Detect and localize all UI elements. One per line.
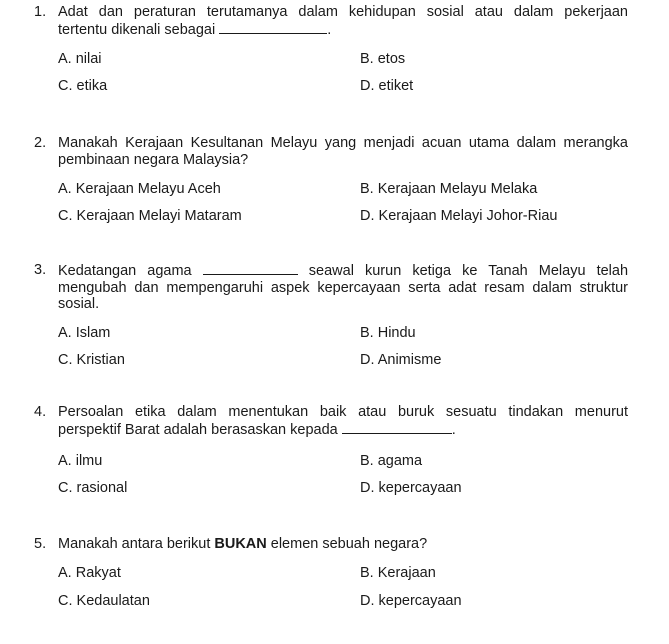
question-line: Persoalan etika dalam menentukan baik atau buruk sesuatu tindakan menurut [58,404,628,420]
option-c[interactable]: C. rasional [58,480,128,496]
option-d[interactable]: D. Animisme [360,352,442,368]
question-line [58,421,628,439]
option-d[interactable]: D. Kerajaan Melayi Johor-Riau [360,208,558,224]
question-text-part: . [451,421,456,438]
option-a[interactable]: A. Rakyat [58,565,121,581]
question-text-part: Kedatangan agama [58,263,192,279]
option-c[interactable]: C. Kerajaan Melayi Mataram [58,208,242,224]
question-text-part: tertentu dikenali sebagai [58,21,216,38]
emphasis-word: BUKAN [214,536,267,552]
option-b[interactable]: B. Hindu [360,325,416,341]
question-line [58,536,628,553]
question-line [58,21,628,39]
question-text-part: Manakah antara berikut [58,536,211,552]
option-d[interactable]: D. kepercayaan [360,593,462,609]
option-a[interactable]: A. Islam [58,325,111,341]
question-number: 3. [34,262,47,278]
question-line: sosial. [58,296,100,312]
question-number: 5. [34,536,47,552]
question-text [58,262,628,313]
option-b[interactable]: B. Kerajaan [360,565,436,581]
option-a[interactable]: A. Kerajaan Melayu Aceh [58,181,221,197]
option-c[interactable]: C. etika [58,78,108,94]
question-number: 2. [34,135,47,151]
question-line: Manakah Kerajaan Kesultanan Melayu yang menjadi acuan utama dalam merangka [58,135,628,151]
option-b[interactable]: B. agama [360,453,423,469]
option-d[interactable]: D. kepercayaan [360,480,462,496]
question-number: 4. [34,404,47,420]
answer-blank [219,21,327,34]
option-b[interactable]: B. Kerajaan Melayu Melaka [360,181,538,197]
question-text [58,4,628,38]
question-text [58,536,628,553]
question-line [58,262,628,280]
option-b[interactable]: B. etos [360,51,406,67]
option-a[interactable]: A. nilai [58,51,102,67]
option-d[interactable]: D. etiket [360,78,414,94]
option-a[interactable]: A. ilmu [58,453,103,469]
question-number: 1. [34,4,47,20]
question-text-part: . [327,21,332,38]
question-text [58,404,628,438]
question-text-part: elemen sebuah negara? [270,536,428,552]
question-text [58,135,628,168]
question-line: pembinaan negara Malaysia? [58,151,249,168]
answer-blank [342,421,452,434]
option-c[interactable]: C. Kristian [58,352,125,368]
question-text-part: seawal kurun ketiga ke Tanah Melayu telah [308,263,629,279]
option-c[interactable]: C. Kedaulatan [58,593,150,609]
question-line: Adat dan peraturan terutamanya dalam kehidupan sosial atau dalam pekerjaan [58,4,628,20]
question-text-part: perspektif Barat adalah berasaskan kepada [58,421,338,438]
question-line: mengubah dan mempengaruhi aspek kepercayaan serta adat resam dalam struktur [58,279,628,296]
answer-blank [203,262,298,275]
